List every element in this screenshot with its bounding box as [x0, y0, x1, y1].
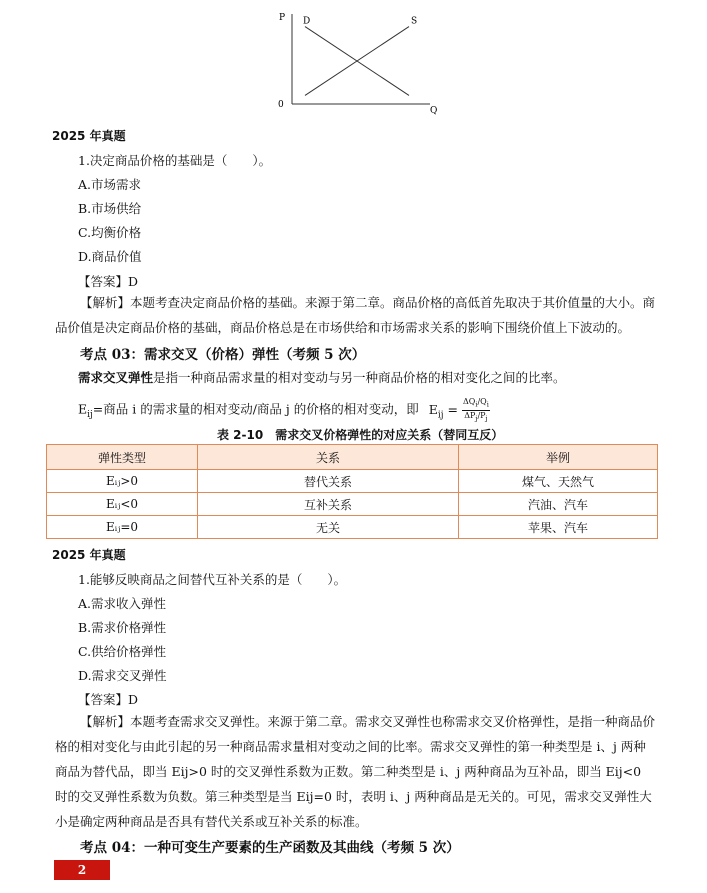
table-header: 关系 [198, 445, 459, 470]
supply-demand-chart [270, 10, 440, 115]
elasticity-table [46, 444, 658, 539]
formula-eij: $E_{ij}$ = [428, 401, 458, 421]
formula-fraction: $\Delta Q_i/Q_i$ $\Delta P_j/P_j$ [462, 397, 489, 423]
option-c: C.供给价格弹性 [78, 644, 167, 659]
page-number: 2 [54, 860, 110, 880]
table-cell: Eᵢⱼ=0 [47, 516, 198, 539]
formula-mid: =商品 i 的需求量的相对变动/商品 j 的价格的相对变动，即 [92, 401, 419, 417]
analysis-text: 【解析】本题考查决定商品价格的基础。来源于第二章。商品价格的高低首先取决于其价值量的大小。商品价值是决定商品价格的基础，商品价格总是在市场供给和市场需求关系的影响下围绕价值上下波动的。 [55, 295, 656, 335]
table-cell: 苹果、汽车 [459, 516, 658, 539]
table-header: 举例 [459, 445, 658, 470]
table-header: 弹性类型 [47, 445, 198, 470]
option-d: D.商品价值 [78, 249, 142, 264]
origin-label: 0 [278, 100, 284, 110]
kp03-definition [78, 368, 566, 386]
table-row [47, 493, 658, 516]
table-cell: Eᵢⱼ>0 [47, 470, 198, 493]
formula-sub: ij [87, 410, 93, 421]
option-a: A.需求收入弹性 [78, 596, 167, 611]
table-header-row [47, 445, 658, 470]
definition-term: 需求交叉弹性 [78, 370, 154, 385]
table-cell: 互补关系 [198, 493, 459, 516]
analysis-text: 【解析】本题考查需求交叉弹性。来源于第二章。需求交叉弹性也称需求交叉价格弹性，是指一种商品价格的相对变化与由此引起的另一种商品需求量相对变动之间的比率。需求交叉弹性的第一种类型是 i、j 两种商品为替代品，即当 Eij>0 时的交叉弹性系数为正数。第二种类型是 i、j 两种商品为互补品，即当 Eij<0 时的交叉弹性系数为负数。第三种类型是当 Eij=0 时，表明 i、j 两种商品是无关的。可见，需求交叉弹性大小是确定两种商品是否具有替代关系或互补关系的标准。 [55, 714, 656, 829]
formula-e: E [78, 401, 88, 417]
x-axis-label: Q [430, 106, 438, 115]
section-year-heading: 2025 年真题 [52, 129, 126, 143]
answer-text: 【答案】D [78, 274, 139, 289]
option-a: A.市场需求 [78, 177, 142, 192]
curve-label: D [303, 16, 311, 27]
table-cell: 煤气、天然气 [459, 470, 658, 493]
table-cell: 无关 [198, 516, 459, 539]
kp03-formula [78, 397, 490, 423]
answer-text: 【答案】D [78, 692, 139, 707]
y-axis-label: P [279, 13, 286, 23]
option-b: B.市场供给 [78, 201, 142, 216]
kp03-title: 考点 03：需求交叉（价格）弹性（考频 5 次） [80, 347, 366, 363]
table-caption: 表 2-10 需求交叉价格弹性的对应关系（替同互反） [217, 428, 504, 442]
table-cell: 替代关系 [198, 470, 459, 493]
option-b: B.需求价格弹性 [78, 620, 167, 635]
curve-label: S [411, 16, 418, 27]
table-cell: 汽油、汽车 [459, 493, 658, 516]
table-row [47, 516, 658, 539]
definition-body: 是指一种商品需求量的相对变动与另一种商品价格的相对变化之间的比率。 [153, 370, 566, 385]
kp04-title: 考点 04：一种可变生产要素的生产函数及其曲线（考频 5 次） [80, 840, 460, 856]
question-text: 1.能够反映商品之间替代互补关系的是（ ）。 [78, 572, 347, 587]
table-cell: Eᵢⱼ<0 [47, 493, 198, 516]
section-year-heading: 2025 年真题 [52, 548, 126, 562]
question-text: 1.决定商品价格的基础是（ ）。 [78, 153, 272, 168]
option-c: C.均衡价格 [78, 225, 142, 240]
option-d: D.需求交叉弹性 [78, 668, 167, 683]
table-row [47, 470, 658, 493]
